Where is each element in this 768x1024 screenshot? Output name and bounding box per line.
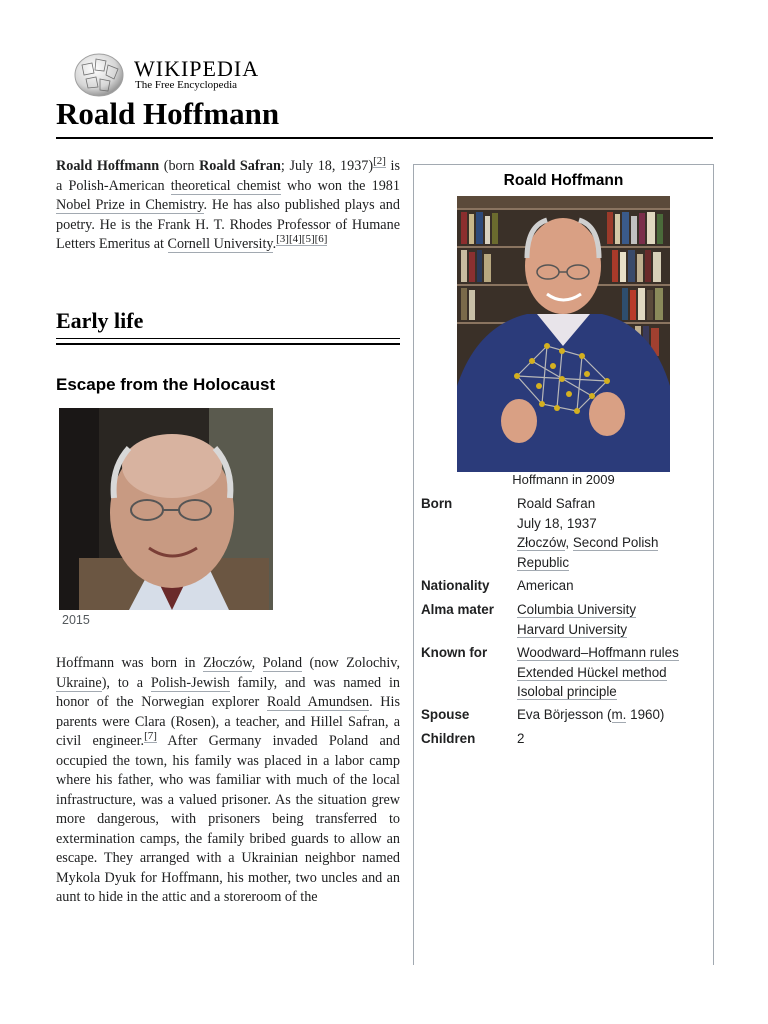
reference-link[interactable]: [6] — [314, 233, 328, 246]
spouse-label: Spouse — [421, 707, 470, 722]
lead-paragraph — [56, 157, 400, 255]
extended-huckel-method-link[interactable]: Extended Hückel method — [517, 664, 667, 680]
reference-link[interactable]: [3] — [276, 233, 289, 246]
wikipedia-logo[interactable] — [74, 53, 274, 97]
lead-text: . — [272, 236, 277, 252]
children-value: 2 — [517, 731, 525, 746]
theoretical-chemist-link[interactable]: theoretical chemist — [170, 177, 281, 194]
wikipedia-tagline: The Free Encyclopedia — [135, 79, 238, 91]
hoffmann-2009-photo[interactable] — [457, 196, 670, 472]
body-text: Hoffmann was born in — [56, 655, 203, 671]
nobel-prize-link[interactable]: Nobel Prize in Chemistry — [56, 197, 204, 213]
roald-amundsen-link[interactable]: Roald Amundsen — [266, 694, 370, 710]
infobox-photo-caption: Hoffmann in 2009 — [512, 472, 615, 487]
body-text: , — [251, 655, 263, 671]
spouse-year: 1960) — [626, 707, 665, 722]
section-divider — [56, 343, 400, 345]
zloczow-link[interactable]: Złoczów — [202, 655, 252, 671]
page-title: Roald Hoffmann — [56, 96, 280, 131]
reference-link[interactable]: [5] — [301, 233, 315, 246]
early-life-paragraph — [56, 654, 400, 929]
woodward-hoffmann-rules-link[interactable]: Woodward–Hoffmann rules — [517, 645, 679, 660]
lead-text: (born — [159, 158, 200, 174]
poland-link[interactable]: Poland — [262, 655, 303, 671]
known-for-label: Known for — [421, 645, 488, 660]
body-text: ), to a — [101, 674, 151, 691]
children-label: Children — [421, 731, 476, 746]
alma-mater-label: Alma mater — [421, 602, 494, 617]
subsection-heading-escape: Escape from the Holocaust — [56, 375, 276, 394]
born-label: Born — [421, 496, 453, 511]
reference-link[interactable]: [2] — [373, 155, 386, 168]
born-date: July 18, 1937 — [517, 515, 597, 531]
body-text: After Germany invaded Poland and occupied the town, his family was placed in a labor camp where his father, who was familiar with much of the local infrastructure, was a valued prisoner. As the situation grew more dangerous, with prisoners being transferred to extermination camps, the family bribed guards to allow an escape. They arranged with a Ukrainian neighbor named Mykola Dyuk for Hoffmann, his mother, two uncles and an aunt to hide in the attic and a storeroom of the — [56, 733, 400, 905]
body-text: family, and was named in honor of the Norwegian explorer — [56, 674, 400, 710]
ukraine-link[interactable]: Ukraine — [56, 674, 102, 691]
second-polish-republic-link[interactable]: Republic — [517, 554, 570, 570]
subject-name: Roald Hoffmann — [56, 158, 160, 174]
body-text: . His parents were Clara (Rosen), a teacher, and Hillel Safran, a civil engineer. — [56, 694, 400, 749]
lead-text: is a Polish-American — [56, 158, 401, 194]
polish-jewish-link[interactable]: Polish-Jewish — [150, 674, 230, 691]
section-divider — [56, 338, 400, 339]
body-text: (now Zolochiv, — [302, 655, 400, 671]
infobox — [413, 164, 714, 965]
reference-link[interactable]: [4] — [288, 233, 302, 246]
nationality-label: Nationality — [421, 578, 490, 593]
lead-text: who won the 1981 — [280, 177, 400, 194]
cornell-university-link[interactable]: Cornell University — [167, 236, 273, 252]
lead-text: ; July 18, 1937) — [280, 158, 374, 174]
lead-text: . He has also published plays and poetry. He is the Frank H. T. Rhodes Professor of Humane Letters Emeritus at — [56, 197, 400, 252]
second-polish-republic-link[interactable]: Second Polish — [572, 535, 659, 551]
born-name: Roald Safran — [517, 496, 596, 511]
title-divider — [56, 137, 713, 139]
harvard-university-link[interactable]: Harvard University — [517, 621, 628, 637]
isolobal-principle-link[interactable]: Isolobal principle — [517, 684, 617, 700]
wikipedia-wordmark: WIKIPEDIA — [134, 56, 260, 81]
married-abbr[interactable]: m. — [611, 707, 627, 722]
birth-name: Roald Safran — [199, 158, 281, 174]
columbia-university-link[interactable]: Columbia University — [517, 602, 637, 617]
section-heading-early-life: Early life — [56, 308, 144, 333]
zloczow-link[interactable]: Złoczów — [517, 535, 566, 551]
hoffmann-2015-photo[interactable] — [59, 408, 273, 610]
nationality-value: American — [517, 578, 574, 593]
separator: , — [565, 535, 573, 551]
wikipedia-globe-icon — [74, 53, 124, 97]
infobox-title: Roald Hoffmann — [503, 172, 624, 189]
reference-link[interactable]: [7] — [144, 730, 157, 743]
born-value — [517, 494, 707, 572]
photo-caption: 2015 — [62, 613, 90, 627]
spouse-name: Eva Börjesson ( — [517, 707, 612, 722]
